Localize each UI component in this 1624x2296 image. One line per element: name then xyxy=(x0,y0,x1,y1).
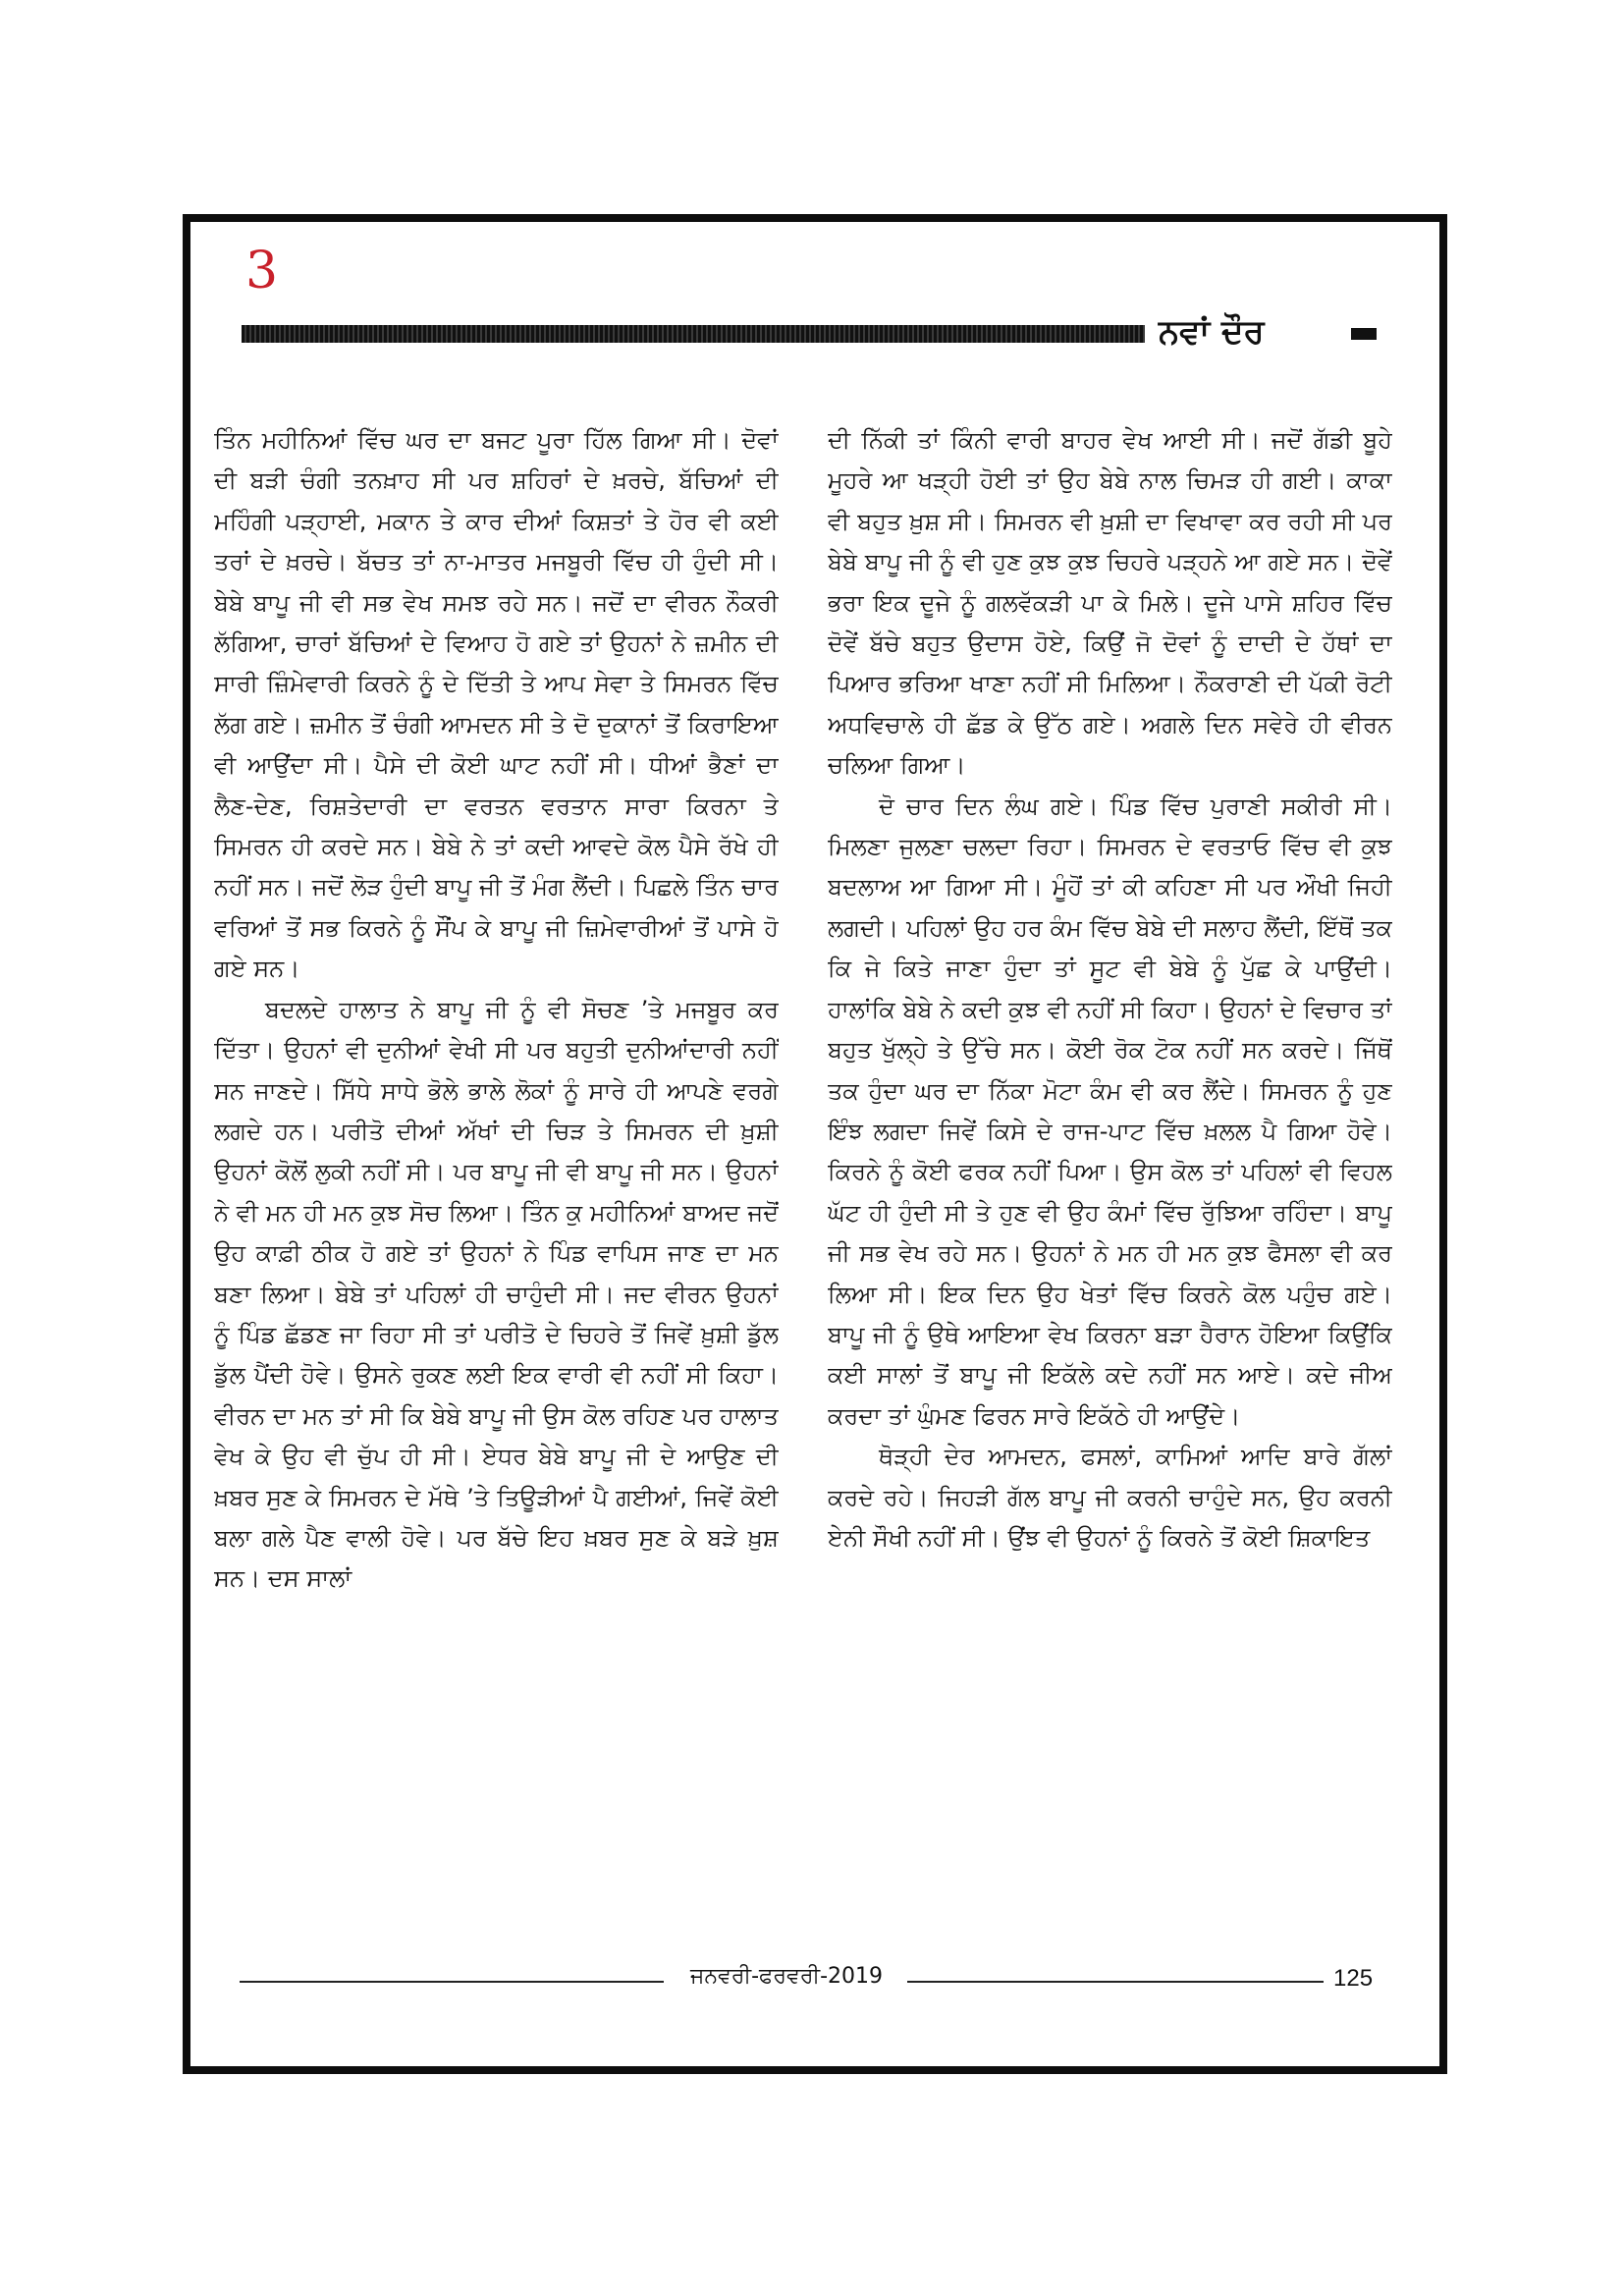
article-column-right xyxy=(828,420,1392,1558)
footer-rule-right xyxy=(907,1981,1324,1983)
article-column-left xyxy=(214,420,779,1600)
page-number: 125 xyxy=(1333,1965,1374,1992)
header-rule-end xyxy=(1351,328,1377,340)
paragraph: ਥੋੜ੍ਹੀ ਦੇਰ ਆਮਦਨ, ਫਸਲਾਂ, ਕਾਮਿਆਂ ਆਦਿ ਬਾਰੇ ਗੱਲਾਂ ਕਰਦੇ ਰਹੇ। ਜਿਹੜੀ ਗੱਲ ਬਾਪੂ ਜੀ ਕਰਨੀ ਚਾਹੁੰਦੇ ਸਨ, ਉਹ ਕਰਨੀ ਏਨੀ ਸੌਖੀ ਨਹੀਂ ਸੀ। ਉਂਝ ਵੀ ਉਹਨਾਂ ਨੂੰ ਕਿਰਨੇ ਤੋਂ ਕੋਈ ਸ਼ਿਕਾਇਤ xyxy=(828,1443,1392,1552)
paragraph: ਦੀ ਨਿੱਕੀ ਤਾਂ ਕਿੰਨੀ ਵਾਰੀ ਬਾਹਰ ਵੇਖ ਆਈ ਸੀ। ਜਦੋਂ ਗੱਡੀ ਬੂਹੇ ਮੂਹਰੇ ਆ ਖੜ੍ਹੀ ਹੋਈ ਤਾਂ ਉਹ ਬੇਬੇ ਨਾਲ ਚਿਮੜ ਹੀ ਗਈ। ਕਾਕਾ ਵੀ ਬਹੁਤ ਖ਼ੁਸ਼ ਸੀ। ਸਿਮਰਨ ਵੀ ਖ਼ੁਸ਼ੀ ਦਾ ਵਿਖਾਵਾ ਕਰ ਰਹੀ ਸੀ ਪਰ ਬੇਬੇ ਬਾਪੂ ਜੀ ਨੂੰ ਵੀ ਹੁਣ ਕੁਝ ਕੁਝ ਚਿਹਰੇ ਪੜ੍ਹਨੇ ਆ ਗਏ ਸਨ। ਦੋਵੇਂ ਭਰਾ ਇਕ ਦੂਜੇ ਨੂੰ ਗਲਵੱਕੜੀ ਪਾ ਕੇ ਮਿਲੇ। ਦੂਜੇ ਪਾਸੇ ਸ਼ਹਿਰ ਵਿੱਚ ਦੋਵੇਂ ਬੱਚੇ ਬਹੁਤ ਉਦਾਸ ਹੋਏ, ਕਿਉਂ ਜੋ ਦੋਵਾਂ ਨੂੰ ਦਾਦੀ ਦੇ ਹੱਥਾਂ ਦਾ ਪਿਆਰ ਭਰਿਆ ਖਾਣਾ ਨਹੀਂ ਸੀ ਮਿਲਿਆ। ਨੌਕਰਾਣੀ ਦੀ ਪੱਕੀ ਰੋਟੀ ਅਧਵਿਚਾਲੇ ਹੀ ਛੱਡ ਕੇ ਉੱਠ ਗਏ। ਅਗਲੇ ਦਿਨ ਸਵੇਰੇ ਹੀ ਵੀਰਨ ਚਲਿਆ ਗਿਆ। xyxy=(828,426,1392,780)
issue-date: ਜਨਵਰੀ-ਫਰਵਰੀ-2019 xyxy=(689,1964,884,1989)
handwritten-page-mark: 3 xyxy=(245,242,279,301)
paragraph: ਬਦਲਦੇ ਹਾਲਾਤ ਨੇ ਬਾਪੂ ਜੀ ਨੂੰ ਵੀ ਸੋਚਣ ’ਤੇ ਮਜਬੂਰ ਕਰ ਦਿੱਤਾ। ਉਹਨਾਂ ਵੀ ਦੁਨੀਆਂ ਵੇਖੀ ਸੀ ਪਰ ਬਹੁਤੀ ਦੁਨੀਆਂਦਾਰੀ ਨਹੀਂ ਸਨ ਜਾਣਦੇ। ਸਿੱਧੇ ਸਾਧੇ ਭੋਲੇ ਭਾਲੇ ਲੋਕਾਂ ਨੂੰ ਸਾਰੇ ਹੀ ਆਪਣੇ ਵਰਗੇ ਲਗਦੇ ਹਨ। ਪਰੀਤੋ ਦੀਆਂ ਅੱਖਾਂ ਦੀ ਚਿੜ ਤੇ ਸਿਮਰਨ ਦੀ ਖ਼ੁਸ਼ੀ ਉਹਨਾਂ ਕੋਲੋਂ ਲੁਕੀ ਨਹੀਂ ਸੀ। ਪਰ ਬਾਪੂ ਜੀ ਵੀ ਬਾਪੂ ਜੀ ਸਨ। ਉਹਨਾਂ ਨੇ ਵੀ ਮਨ ਹੀ ਮਨ ਕੁਝ ਸੋਚ ਲਿਆ। ਤਿੰਨ ਕੁ ਮਹੀਨਿਆਂ ਬਾਅਦ ਜਦੋਂ ਉਹ ਕਾਫ਼ੀ ਠੀਕ ਹੋ ਗਏ ਤਾਂ ਉਹਨਾਂ ਨੇ ਪਿੰਡ ਵਾਪਿਸ ਜਾਣ ਦਾ ਮਨ ਬਣਾ ਲਿਆ। ਬੇਬੇ ਤਾਂ ਪਹਿਲਾਂ ਹੀ ਚਾਹੁੰਦੀ ਸੀ। ਜਦ ਵੀਰਨ ਉਹਨਾਂ ਨੂੰ ਪਿੰਡ ਛੱਡਣ ਜਾ ਰਿਹਾ ਸੀ ਤਾਂ ਪਰੀਤੋ ਦੇ ਚਿਹਰੇ ਤੋਂ ਜਿਵੇਂ ਖ਼ੁਸ਼ੀ ਡੁੱਲ ਡੁੱਲ ਪੈਂਦੀ ਹੋਵੇ। ਉਸਨੇ ਰੁਕਣ ਲਈ ਇਕ ਵਾਰੀ ਵੀ ਨਹੀਂ ਸੀ ਕਿਹਾ। ਵੀਰਨ ਦਾ ਮਨ ਤਾਂ ਸੀ ਕਿ ਬੇਬੇ ਬਾਪੂ ਜੀ ਉਸ ਕੋਲ ਰਹਿਣ ਪਰ ਹਾਲਾਤ ਵੇਖ ਕੇ ਉਹ ਵੀ ਚੁੱਪ ਹੀ ਸੀ। ਏਧਰ ਬੇਬੇ ਬਾਪੂ ਜੀ ਦੇ ਆਉਣ ਦੀ ਖ਼ਬਰ ਸੁਣ ਕੇ ਸਿਮਰਨ ਦੇ ਮੱਥੇ ’ਤੇ ਤਿਊੜੀਆਂ ਪੈ ਗਈਆਂ, ਜਿਵੇਂ ਕੋਈ ਬਲਾ ਗਲੇ ਪੈਣ ਵਾਲੀ ਹੋਵੇ। ਪਰ ਬੱਚੇ ਇਹ ਖ਼ਬਰ ਸੁਣ ਕੇ ਬੜੇ ਖ਼ੁਸ਼ ਸਨ। ਦਸ ਸਾਲਾਂ xyxy=(214,995,779,1593)
footer-rule-left xyxy=(240,1981,664,1983)
paragraph: ਦੋ ਚਾਰ ਦਿਨ ਲੰਘ ਗਏ। ਪਿੰਡ ਵਿੱਚ ਪੁਰਾਣੀ ਸਕੀਰੀ ਸੀ। ਮਿਲਣਾ ਜੁਲਣਾ ਚਲਦਾ ਰਿਹਾ। ਸਿਮਰਨ ਦੇ ਵਰਤਾਓ ਵਿੱਚ ਵੀ ਕੁਝ ਬਦਲਾਅ ਆ ਗਿਆ ਸੀ। ਮੂੰਹੋਂ ਤਾਂ ਕੀ ਕਹਿਣਾ ਸੀ ਪਰ ਔਖੀ ਜਿਹੀ ਲਗਦੀ। ਪਹਿਲਾਂ ਉਹ ਹਰ ਕੰਮ ਵਿੱਚ ਬੇਬੇ ਦੀ ਸਲਾਹ ਲੈਂਦੀ, ਇੱਥੋਂ ਤਕ ਕਿ ਜੇ ਕਿਤੇ ਜਾਣਾ ਹੁੰਦਾ ਤਾਂ ਸੂਟ ਵੀ ਬੇਬੇ ਨੂੰ ਪੁੱਛ ਕੇ ਪਾਉਂਦੀ। ਹਾਲਾਂਕਿ ਬੇਬੇ ਨੇ ਕਦੀ ਕੁਝ ਵੀ ਨਹੀਂ ਸੀ ਕਿਹਾ। ਉਹਨਾਂ ਦੇ ਵਿਚਾਰ ਤਾਂ ਬਹੁਤ ਖੁੱਲ੍ਹੇ ਤੇ ਉੱਚੇ ਸਨ। ਕੋਈ ਰੋਕ ਟੋਕ ਨਹੀਂ ਸਨ ਕਰਦੇ। ਜਿੱਥੋਂ ਤਕ ਹੁੰਦਾ ਘਰ ਦਾ ਨਿੱਕਾ ਮੋਟਾ ਕੰਮ ਵੀ ਕਰ ਲੈਂਦੇ। ਸਿਮਰਨ ਨੂੰ ਹੁਣ ਇੰਝ ਲਗਦਾ ਜਿਵੇਂ ਕਿਸੇ ਦੇ ਰਾਜ-ਪਾਟ ਵਿੱਚ ਖ਼ਲਲ ਪੈ ਗਿਆ ਹੋਵੇ। ਕਿਰਨੇ ਨੂੰ ਕੋਈ ਫਰਕ ਨਹੀਂ ਪਿਆ। ਉਸ ਕੋਲ ਤਾਂ ਪਹਿਲਾਂ ਵੀ ਵਿਹਲ ਘੱਟ ਹੀ ਹੁੰਦੀ ਸੀ ਤੇ ਹੁਣ ਵੀ ਉਹ ਕੰਮਾਂ ਵਿੱਚ ਰੁੱਝਿਆ ਰਹਿੰਦਾ। ਬਾਪੂ ਜੀ ਸਭ ਵੇਖ ਰਹੇ ਸਨ। ਉਹਨਾਂ ਨੇ ਮਨ ਹੀ ਮਨ ਕੁਝ ਫੈਸਲਾ ਵੀ ਕਰ ਲਿਆ ਸੀ। ਇਕ ਦਿਨ ਉਹ ਖੇਤਾਂ ਵਿੱਚ ਕਿਰਨੇ ਕੋਲ ਪਹੁੰਚ ਗਏ। ਬਾਪੂ ਜੀ ਨੂੰ ਉਥੇ ਆਇਆ ਵੇਖ ਕਿਰਨਾ ਬੜਾ ਹੈਰਾਨ ਹੋਇਆ ਕਿਉਂਕਿ ਕਈ ਸਾਲਾਂ ਤੋਂ ਬਾਪੂ ਜੀ ਇਕੱਲੇ ਕਦੇ ਨਹੀਂ ਸਨ ਆਏ। ਕਦੇ ਜੀਅ ਕਰਦਾ ਤਾਂ ਘੁੰਮਣ ਫਿਰਨ ਸਾਰੇ ਇਕੱਠੇ ਹੀ ਆਉਂਦੇ। xyxy=(828,792,1392,1430)
paragraph: ਤਿੰਨ ਮਹੀਨਿਆਂ ਵਿੱਚ ਘਰ ਦਾ ਬਜਟ ਪੂਰਾ ਹਿੱਲ ਗਿਆ ਸੀ। ਦੋਵਾਂ ਦੀ ਬੜੀ ਚੰਗੀ ਤਨਖ਼ਾਹ ਸੀ ਪਰ ਸ਼ਹਿਰਾਂ ਦੇ ਖ਼ਰਚੇ, ਬੱਚਿਆਂ ਦੀ ਮਹਿੰਗੀ ਪੜ੍ਹਾਈ, ਮਕਾਨ ਤੇ ਕਾਰ ਦੀਆਂ ਕਿਸ਼ਤਾਂ ਤੇ ਹੋਰ ਵੀ ਕਈ ਤਰਾਂ ਦੇ ਖ਼ਰਚੇ। ਬੱਚਤ ਤਾਂ ਨਾ-ਮਾਤਰ ਮਜਬੂਰੀ ਵਿੱਚ ਹੀ ਹੁੰਦੀ ਸੀ। ਬੇਬੇ ਬਾਪੂ ਜੀ ਵੀ ਸਭ ਵੇਖ ਸਮਝ ਰਹੇ ਸਨ। ਜਦੋਂ ਦਾ ਵੀਰਨ ਨੌਕਰੀ ਲੱਗਿਆ, ਚਾਰਾਂ ਬੱਚਿਆਂ ਦੇ ਵਿਆਹ ਹੋ ਗਏ ਤਾਂ ਉਹਨਾਂ ਨੇ ਜ਼ਮੀਨ ਦੀ ਸਾਰੀ ਜ਼ਿੰਮੇਵਾਰੀ ਕਿਰਨੇ ਨੂੰ ਦੇ ਦਿੱਤੀ ਤੇ ਆਪ ਸੇਵਾ ਤੇ ਸਿਮਰਨ ਵਿੱਚ ਲੱਗ ਗਏ। ਜ਼ਮੀਨ ਤੋਂ ਚੰਗੀ ਆਮਦਨ ਸੀ ਤੇ ਦੋ ਦੁਕਾਨਾਂ ਤੋਂ ਕਿਰਾਇਆ ਵੀ ਆਉਂਦਾ ਸੀ। ਪੈਸੇ ਦੀ ਕੋਈ ਘਾਟ ਨਹੀਂ ਸੀ। ਧੀਆਂ ਭੈਣਾਂ ਦਾ ਲੈਣ-ਦੇਣ, ਰਿਸ਼ਤੇਦਾਰੀ ਦਾ ਵਰਤਨ ਵਰਤਾਨ ਸਾਰਾ ਕਿਰਨਾ ਤੇ ਸਿਮਰਨ ਹੀ ਕਰਦੇ ਸਨ। ਬੇਬੇ ਨੇ ਤਾਂ ਕਦੀ ਆਵਦੇ ਕੋਲ ਪੈਸੇ ਰੱਖੇ ਹੀ ਨਹੀਂ ਸਨ। ਜਦੋਂ ਲੋੜ ਹੁੰਦੀ ਬਾਪੂ ਜੀ ਤੋਂ ਮੰਗ ਲੈਂਦੀ। ਪਿਛਲੇ ਤਿੰਨ ਚਾਰ ਵਰਿਆਂ ਤੋਂ ਸਭ ਕਿਰਨੇ ਨੂੰ ਸੌਂਪ ਕੇ ਬਾਪੂ ਜੀ ਜ਼ਿਮੇਵਾਰੀਆਂ ਤੋਂ ਪਾਸੇ ਹੋ ਗਏ ਸਨ। xyxy=(214,426,779,983)
section-title: ਨਵਾਂ ਦੌਰ xyxy=(1159,312,1265,352)
header-rule xyxy=(242,325,1145,343)
